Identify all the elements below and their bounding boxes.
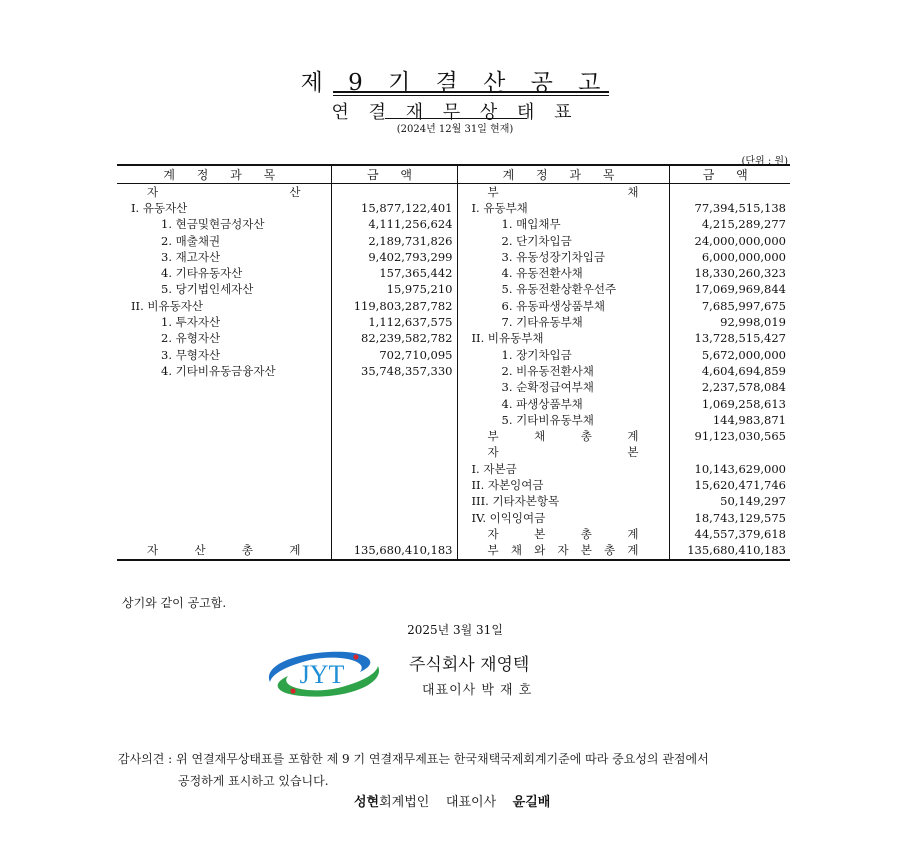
left-account-cell — [117, 461, 331, 477]
left-amount-cell — [331, 510, 457, 526]
left-account-cell — [117, 265, 331, 281]
right-account-cell — [457, 380, 669, 396]
right-account-label: 2. 단기차입금 — [501, 233, 572, 248]
section-label-char: 자 — [147, 543, 159, 558]
right-account-cell — [457, 494, 669, 510]
right-amount-cell: 2,237,578,084 — [701, 380, 786, 395]
table-row — [117, 347, 790, 363]
left-account-label: 5. 당기법인세자산 — [161, 282, 254, 297]
left-account-cell — [117, 526, 331, 542]
left-account-label — [121, 397, 161, 411]
logo-text: JYT — [299, 660, 345, 689]
table-row — [117, 445, 790, 461]
section-label-char: 본 — [580, 543, 592, 558]
right-account-cell — [457, 265, 669, 281]
header-amount-right: 금 액 — [669, 165, 790, 184]
left-account-label — [121, 494, 161, 508]
left-account-label — [121, 380, 161, 394]
right-amount-cell: 18,743,129,575 — [694, 510, 786, 525]
left-account-cell — [117, 380, 331, 396]
right-account-label: 4. 파생상품부채 — [501, 396, 583, 411]
section-label-char: 산 — [289, 184, 301, 199]
left-amount-cell: 4,111,256,624 — [331, 217, 457, 233]
right-account-cell — [457, 233, 669, 249]
right-amount-cell — [669, 184, 790, 201]
right-account-label: I. 자본금 — [471, 461, 517, 476]
right-amount-cell: 4,215,289,277 — [701, 217, 786, 232]
section-label-char: 총 — [241, 543, 254, 558]
left-amount-cell: 15,877,122,401 — [331, 200, 457, 216]
left-account-cell — [117, 363, 331, 379]
table-row — [117, 265, 790, 281]
right-account-label: 3. 유동성장기차입금 — [501, 249, 605, 264]
left-account-label: 2. 매출채권 — [161, 233, 221, 248]
section-label-char: 부 — [487, 184, 499, 199]
auditor-title: 대표이사 — [445, 795, 497, 810]
right-account-label: IV. 이익잉여금 — [471, 510, 546, 525]
left-amount-cell: 157,365,442 — [331, 265, 457, 281]
table-row — [117, 412, 790, 428]
closing-statement: 상기와 같이 공고함. — [122, 596, 227, 610]
left-account-label: 1. 현금및현금성자산 — [161, 217, 265, 232]
left-account-label — [121, 462, 161, 476]
right-account-label: 5. 기타비유동부채 — [501, 412, 594, 427]
right-account-label: 7. 기타유동부채 — [501, 315, 583, 330]
right-account-cell — [457, 543, 669, 560]
section-label-char: 채 — [627, 184, 639, 199]
right-account-cell — [457, 412, 669, 428]
table-row — [117, 233, 790, 249]
left-amount-cell — [331, 526, 457, 542]
left-account-cell — [117, 314, 331, 330]
left-account-cell — [117, 249, 331, 265]
right-account-cell — [457, 363, 669, 379]
left-account-label: 3. 무형자산 — [161, 347, 221, 362]
balance-sheet-table — [117, 164, 790, 561]
section-label-char: 부 — [487, 543, 499, 558]
table-row — [117, 477, 790, 493]
section-label-char: 산 — [194, 543, 206, 558]
right-amount-cell: 144,983,871 — [712, 412, 786, 427]
right-account-label: 1. 매입채무 — [501, 217, 561, 232]
left-account-label — [121, 445, 161, 459]
table-row — [117, 380, 790, 396]
right-account-cell — [457, 331, 669, 347]
left-amount-cell: 82,239,582,782 — [331, 331, 457, 347]
left-account-label: II. 비유동자산 — [131, 298, 203, 313]
right-section-label — [462, 527, 665, 542]
right-account-cell — [457, 428, 669, 444]
section-label-char: 본 — [627, 445, 639, 460]
right-account-cell — [457, 396, 669, 412]
left-account-label — [121, 413, 161, 427]
right-amount-cell: 135,680,410,183 — [669, 543, 790, 560]
section-label-char: 와 — [534, 543, 546, 558]
right-account-cell — [457, 200, 669, 216]
table-body — [117, 184, 790, 560]
table-row — [117, 217, 790, 233]
auditor-name: 윤길배 — [512, 795, 551, 810]
left-amount-cell: 1,112,637,575 — [331, 314, 457, 330]
left-account-cell — [117, 233, 331, 249]
table-row — [117, 543, 790, 560]
left-amount-cell — [331, 184, 457, 201]
left-amount-cell — [331, 477, 457, 493]
left-account-cell — [117, 184, 331, 201]
section-label-char: 부 — [487, 429, 499, 444]
right-account-label: 3. 순확정급여부채 — [501, 380, 594, 395]
left-account-cell — [117, 428, 331, 444]
left-account-cell — [117, 396, 331, 412]
auditor-firm-rest: 회계법인 — [379, 795, 430, 810]
table-row — [117, 200, 790, 216]
section-label-char: 계 — [627, 526, 639, 541]
left-account-label: 3. 재고자산 — [161, 249, 221, 264]
left-amount-cell: 2,189,731,826 — [331, 233, 457, 249]
left-account-cell — [117, 510, 331, 526]
left-account-label: 1. 투자자산 — [161, 315, 221, 330]
left-account-cell — [117, 217, 331, 233]
left-account-label — [121, 527, 161, 541]
left-amount-cell: 119,803,287,782 — [331, 298, 457, 314]
right-account-cell — [457, 314, 669, 330]
auditor-firm-bold: 성현 — [354, 795, 380, 810]
left-amount-cell: 9,402,793,299 — [331, 249, 457, 265]
right-amount-cell: 4,604,694,859 — [701, 363, 786, 378]
right-amount-cell: 18,330,260,323 — [694, 266, 786, 281]
right-account-label: I. 유동부채 — [471, 200, 528, 215]
right-account-cell — [457, 249, 669, 265]
right-amount-cell: 92,998,019 — [720, 315, 786, 330]
right-amount-cell: 6,000,000,000 — [701, 249, 786, 264]
table-row — [117, 526, 790, 542]
table-row — [117, 363, 790, 379]
left-account-label — [121, 429, 161, 443]
left-account-label: I. 유동자산 — [131, 200, 188, 215]
right-amount-cell: 1,069,258,613 — [701, 396, 786, 411]
right-section-label — [462, 185, 665, 200]
right-account-cell — [457, 510, 669, 526]
unit-label: (단위 : 원) — [741, 156, 788, 167]
right-amount-cell: 17,069,969,844 — [694, 282, 786, 297]
title-rule — [333, 91, 609, 93]
section-label-char: 채 — [534, 429, 546, 444]
table-row — [117, 331, 790, 347]
right-amount-cell: 50,149,297 — [720, 494, 786, 509]
table-row — [117, 249, 790, 265]
left-amount-cell — [331, 396, 457, 412]
table-row — [117, 461, 790, 477]
table-row — [117, 396, 790, 412]
left-account-label: 2. 유형자산 — [161, 331, 221, 346]
section-label-char: 계 — [627, 429, 639, 444]
right-account-cell — [457, 461, 669, 477]
audit-opinion-line2: 공정하게 표시하고 있습니다. — [178, 774, 329, 788]
right-section-label — [462, 429, 665, 444]
section-label-char: 총 — [604, 543, 616, 558]
right-account-cell — [457, 526, 669, 542]
right-account-label: III. 기타자본항목 — [471, 494, 560, 509]
table-row — [117, 282, 790, 298]
jyt-logo-icon — [262, 648, 386, 700]
left-account-cell — [117, 347, 331, 363]
left-section-label — [121, 185, 327, 200]
right-amount-cell: 44,557,379,618 — [694, 526, 786, 541]
left-account-label — [121, 511, 161, 525]
audit-opinion-line1: 감사의견 : 위 연결재무상태표를 포함한 제 9 기 연결재무제표는 한국채택국제회계기준에 따라 중요성의 관점에서 — [118, 752, 709, 766]
header-account-right: 계 정 과 목 — [457, 165, 669, 184]
left-amount-cell — [331, 380, 457, 396]
title-rule — [333, 95, 609, 96]
section-label-char: 본 — [534, 526, 546, 541]
section-label-char: 자 — [487, 526, 499, 541]
company-logo — [262, 648, 386, 700]
right-account-cell — [457, 347, 669, 363]
right-account-label: II. 비유동부채 — [471, 331, 544, 346]
left-account-label: 4. 기타유동자산 — [161, 266, 243, 281]
right-section-label — [462, 543, 665, 558]
right-account-label: 6. 유동파생상품부채 — [501, 298, 605, 313]
table-row — [117, 494, 790, 510]
left-account-cell — [117, 494, 331, 510]
section-label-char: 채 — [510, 543, 522, 558]
left-amount-cell — [331, 494, 457, 510]
statement-date: (2024년 12월 31일 현재) — [396, 124, 514, 135]
table-row — [117, 428, 790, 444]
right-amount-cell: 10,143,629,000 — [694, 461, 786, 476]
right-amount-cell: 13,728,515,427 — [694, 331, 786, 346]
left-amount-cell — [331, 412, 457, 428]
left-amount-cell: 702,710,095 — [331, 347, 457, 363]
left-amount-cell: 15,975,210 — [331, 282, 457, 298]
auditor-signature — [354, 791, 550, 810]
left-amount-cell — [331, 461, 457, 477]
right-account-label: II. 자본잉여금 — [471, 477, 544, 492]
section-label-char: 자 — [557, 543, 569, 558]
right-amount-cell: 77,394,515,138 — [694, 200, 786, 215]
section-label-char: 총 — [580, 526, 592, 541]
right-account-cell — [457, 184, 669, 201]
table-row — [117, 298, 790, 314]
left-account-label — [121, 478, 161, 492]
right-amount-cell: 91,123,030,565 — [694, 429, 786, 444]
left-section-label — [121, 543, 327, 558]
left-account-cell — [117, 298, 331, 314]
left-amount-cell — [331, 428, 457, 444]
right-account-label: 1. 장기차입금 — [501, 347, 572, 362]
left-amount-cell: 35,748,357,330 — [331, 363, 457, 379]
right-account-cell — [457, 217, 669, 233]
company-name: 주식회사 재영텍 — [409, 655, 530, 675]
statement-title: 제 9 기 결 산 공 고 — [300, 70, 610, 96]
right-account-cell — [457, 445, 669, 461]
header-account-left: 계 정 과 목 — [117, 165, 331, 184]
left-account-cell — [117, 200, 331, 216]
publication-date: 2025년 3월 31일 — [407, 623, 503, 637]
right-account-cell — [457, 477, 669, 493]
left-account-cell — [117, 412, 331, 428]
right-account-cell — [457, 282, 669, 298]
table-header-row — [117, 165, 790, 184]
right-section-label — [462, 445, 665, 460]
subtitle-rule — [385, 118, 527, 119]
right-amount-cell: 24,000,000,000 — [694, 233, 786, 248]
section-label-char: 계 — [289, 543, 301, 558]
table-row — [117, 510, 790, 526]
section-label-char: 자 — [487, 445, 499, 460]
left-account-cell — [117, 331, 331, 347]
right-account-label: 4. 유동전환사채 — [501, 266, 583, 281]
left-account-cell — [117, 543, 331, 560]
right-amount-cell: 5,672,000,000 — [701, 347, 786, 362]
left-account-cell — [117, 282, 331, 298]
header-amount-left: 금 액 — [331, 165, 457, 184]
left-account-cell — [117, 477, 331, 493]
left-account-label: 4. 기타비유동금융자산 — [161, 363, 276, 378]
right-account-label: 2. 비유동전환사채 — [501, 363, 594, 378]
table-row — [117, 314, 790, 330]
right-account-label: 5. 유동전환상환우선주 — [501, 282, 617, 297]
table-row — [117, 184, 790, 201]
statement-subtitle: 연 결 재 무 상 태 표 — [331, 102, 579, 123]
ceo-name: 대표이사 박 재 호 — [422, 683, 533, 698]
right-account-cell — [457, 298, 669, 314]
left-amount-cell — [331, 445, 457, 461]
right-amount-cell: 15,620,471,746 — [694, 477, 786, 492]
right-amount-cell — [669, 445, 790, 461]
left-amount-cell: 135,680,410,183 — [331, 543, 457, 560]
section-label-char: 총 — [580, 429, 592, 444]
section-label-char: 계 — [627, 543, 639, 558]
left-account-cell — [117, 445, 331, 461]
right-amount-cell: 7,685,997,675 — [701, 298, 786, 313]
section-label-char: 자 — [147, 184, 159, 199]
